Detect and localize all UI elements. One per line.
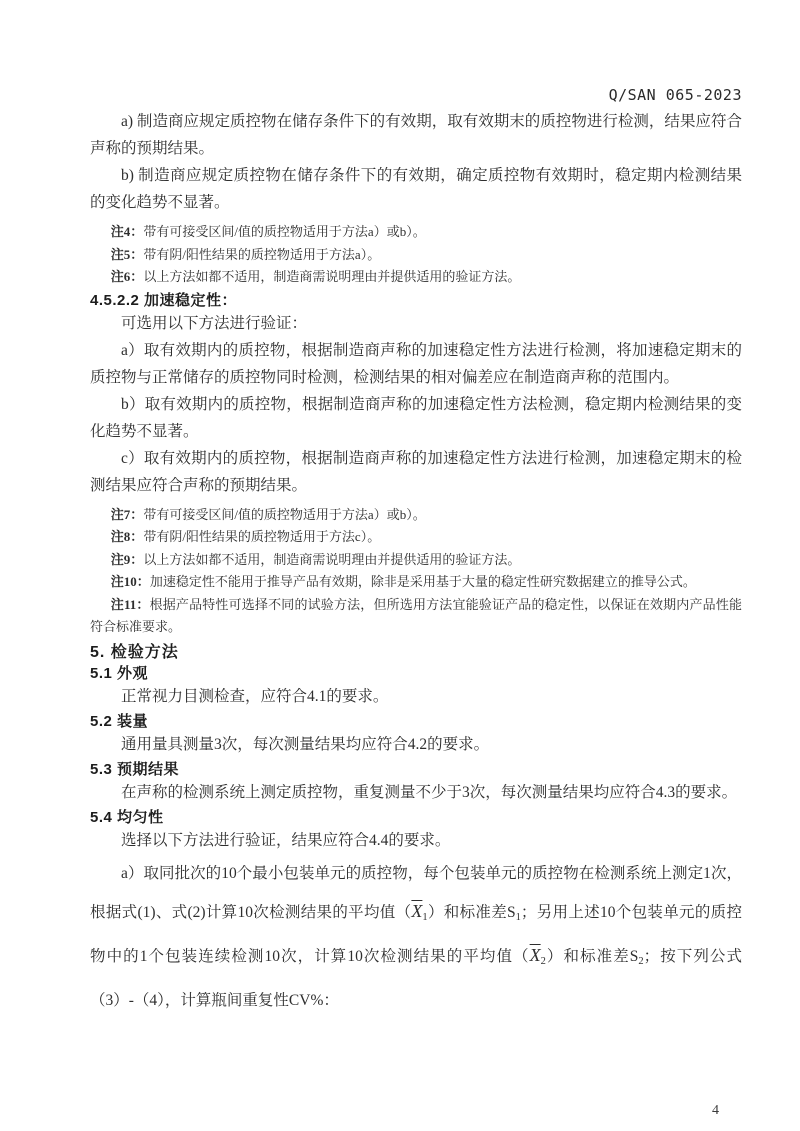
formula-text: ；另用上述10个包装单元的质控物中的1个包装连续检测10次，计算10次检测结果的平均值（ bbox=[90, 903, 742, 965]
paragraph-lead-4-5-2-2: 可选用以下方法进行验证： bbox=[121, 314, 308, 332]
formula-text: a）取同批次的10个最小包装单元的质控物，每个包装单元的质控物在检测系统上测定1次，根据式(1)、式(2)计算10次检测结果的平均值（ bbox=[90, 864, 742, 921]
note-item bbox=[90, 571, 742, 594]
paragraph-intro-b: b) 制造商应规定质控物在储存条件下的有效期，确定质控物有效期时，稳定期内检测结果的变化趋势不显著。 bbox=[90, 167, 742, 211]
paragraph-5-1: 正常视力目测检查，应符合4.1的要求。 bbox=[121, 687, 389, 705]
formula-text: ）和标准差S bbox=[427, 903, 516, 921]
note-text: 加速稳定性不能用于推导产品有效期，除非是采用基于大量的稳定性研究数据建立的推导公式。 bbox=[149, 574, 696, 589]
xbar-1-symbol: $\overline{X}$ bbox=[411, 900, 423, 921]
xbar-2-symbol: $\overline{X}$ bbox=[529, 944, 541, 965]
document-code: Q/SAN 065-2023 bbox=[608, 86, 742, 104]
xbar-2-subscript: 2 bbox=[540, 955, 546, 967]
paragraph-method-a: a）取有效期内的质控物，根据制造商声称的加速稳定性方法进行检测，将加速稳定期末的质控物与正常储存的质控物同时检测，检测结果的相对偏差应在制造商声称的范围内。 bbox=[90, 341, 742, 386]
note-text: 以上方法如都不适用，制造商需说明理由并提供适用的验证方法。 bbox=[143, 551, 521, 567]
note-item bbox=[90, 549, 742, 572]
note-item bbox=[90, 594, 742, 639]
s2-subscript: 2 bbox=[638, 955, 644, 967]
subsection-heading-5-2: 5.2 装量 bbox=[90, 712, 149, 730]
note-label: 注4： bbox=[110, 224, 144, 239]
paragraph-method-c: c）取有效期内的质控物，根据制造商声称的加速稳定性方法进行检测，加速稳定期末的检测结果应符合声称的预期结果。 bbox=[90, 449, 742, 494]
note-item bbox=[90, 504, 742, 527]
subsection-heading-5-4: 5.4 均匀性 bbox=[90, 808, 164, 826]
note-label: 注5： bbox=[110, 246, 144, 262]
page-number: 4 bbox=[712, 1103, 719, 1118]
paragraph-5-4-method-a bbox=[90, 854, 742, 1020]
note-text: 以上方法如都不适用，制造商需说明理由并提供适用的验证方法。 bbox=[143, 269, 521, 284]
notes-7-11 bbox=[90, 504, 742, 639]
paragraph-5-4-lead: 选择以下方法进行验证，结果应符合4.4的要求。 bbox=[121, 831, 451, 849]
note-label: 注6： bbox=[110, 269, 144, 284]
note-label: 注8： bbox=[110, 529, 144, 544]
note-label: 注11： bbox=[110, 596, 150, 612]
paragraph-intro-a: a) 制造商应规定质控物在储存条件下的有效期，取有效期末的质控物进行检测，结果应符合声称的预期结果。 bbox=[90, 113, 742, 157]
note-label: 注10： bbox=[110, 574, 150, 589]
note-text: 根据产品特性可选择不同的试验方法，但所选用方法宜能验证产品的稳定性，以保证在效期内产品性能符合标准要求。 bbox=[90, 596, 742, 634]
xbar-1-subscript: 1 bbox=[422, 911, 428, 923]
subsection-heading-5-1: 5.1 外观 bbox=[90, 664, 149, 682]
formula-text: ；按下列公式（3）-（4），计算瓶间重复性CV%： bbox=[90, 947, 742, 1009]
paragraph-5-2: 通用量具测量3次，每次测量结果均应符合4.2的要求。 bbox=[121, 735, 490, 753]
document-content bbox=[90, 86, 742, 1020]
note-text: 带有可接受区间/值的质控物适用于方法a）或b）。 bbox=[143, 224, 426, 239]
note-label: 注7： bbox=[110, 506, 144, 522]
note-text: 带有可接受区间/值的质控物适用于方法a）或b）。 bbox=[143, 506, 426, 522]
notes-4-6 bbox=[90, 221, 742, 289]
note-label: 注9： bbox=[110, 551, 144, 567]
note-item bbox=[90, 526, 742, 549]
note-item bbox=[90, 244, 742, 267]
s1-subscript: 1 bbox=[515, 911, 521, 923]
section-heading-5: 5. 检验方法 bbox=[90, 643, 179, 661]
section-heading-4-5-2-2: 4.5.2.2 加速稳定性： bbox=[90, 291, 238, 309]
note-text: 带有阴/阳性结果的质控物适用于方法c）。 bbox=[143, 529, 381, 544]
formula-text: ）和标准差S bbox=[545, 947, 639, 965]
subsection-heading-5-3: 5.3 预期结果 bbox=[90, 760, 180, 778]
paragraph-method-b: b）取有效期内的质控物，根据制造商声称的加速稳定性方法检测，稳定期内检测结果的变化趋势不显著。 bbox=[90, 395, 742, 440]
note-item bbox=[90, 266, 742, 289]
note-text: 带有阴/阳性结果的质控物适用于方法a）。 bbox=[143, 246, 381, 262]
note-item bbox=[90, 221, 742, 244]
paragraph-5-3: 在声称的检测系统上测定质控物，重复测量不少于3次，每次测量结果均应符合4.3的要求。 bbox=[121, 783, 738, 801]
